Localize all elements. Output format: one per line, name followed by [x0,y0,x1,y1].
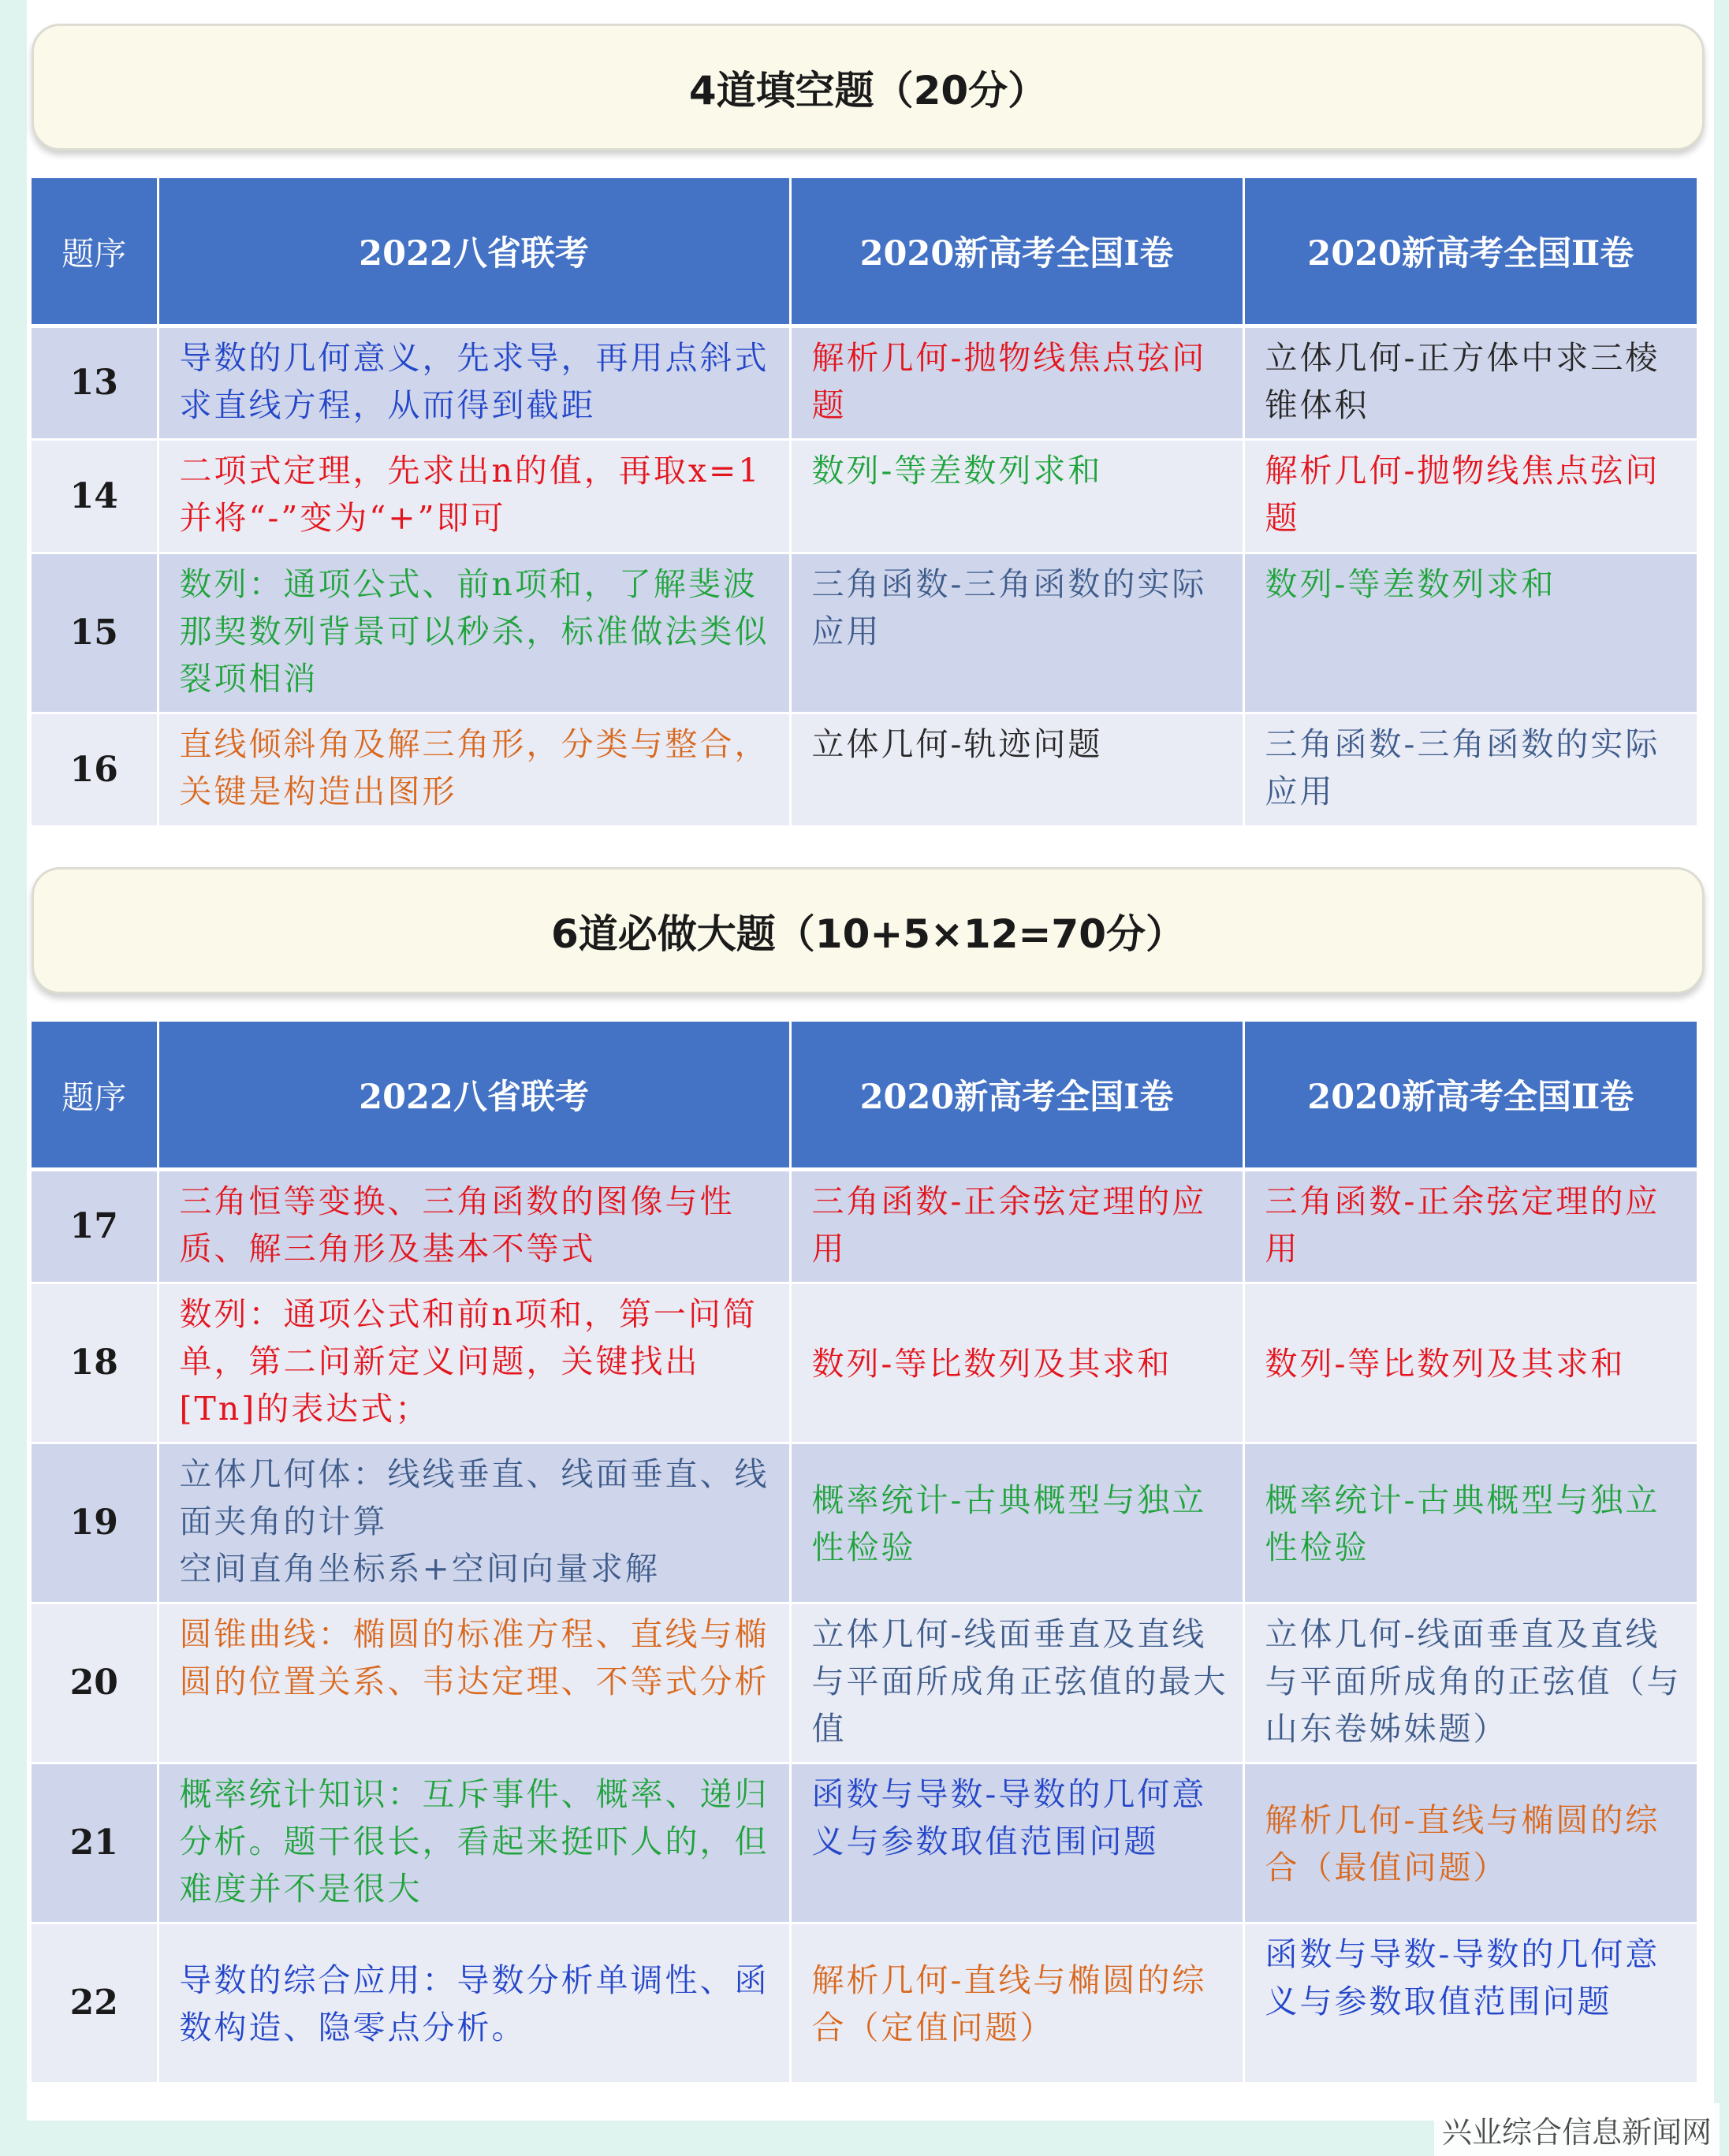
cell-2020-1: 解析几何-直线与椭圆的综合（定值问题） [790,1923,1243,2083]
table-row [32,1923,1697,2083]
header-2020-national-2: 2020新高考全国Ⅱ卷 [1243,1022,1697,1170]
header-2020-national-1: 2020新高考全国Ⅰ卷 [790,1022,1243,1170]
section-title-fill-in: 4道填空题（20分） [32,24,1705,151]
fill-in-table [32,178,1697,828]
cell-2020-2: 数列-等比数列及其求和 [1243,1283,1697,1443]
cell-2020-2: 数列-等差数列求和 [1243,553,1697,713]
header-2022-joint-exam: 2022八省联考 [158,178,790,326]
question-number: 18 [32,1283,158,1443]
cell-2020-1: 立体几何-线面垂直及直线与平面所成角正弦值的最大值 [790,1603,1243,1763]
cell-2020-2: 解析几何-抛物线焦点弦问题 [1243,440,1697,553]
cell-2022: 概率统计知识：互斥事件、概率、递归分析。题干很长，看起来挺吓人的，但难度并不是很大 [158,1763,790,1923]
cell-2020-1: 三角函数-三角函数的实际应用 [790,553,1243,713]
cell-2020-2: 三角函数-三角函数的实际应用 [1243,713,1697,827]
header-2022-joint-exam: 2022八省联考 [158,1022,790,1170]
cell-2020-1: 数列-等差数列求和 [790,440,1243,553]
cell-2020-1: 三角函数-正余弦定理的应用 [790,1170,1243,1283]
question-number: 21 [32,1763,158,1923]
question-number: 13 [32,326,158,440]
cell-2022: 数列：通项公式、前n项和，了解斐波那契数列背景可以秒杀，标准做法类似裂项相消 [158,553,790,713]
cell-2022: 二项式定理，先求出n的值，再取x=1并将“-”变为“+”即可 [158,440,790,553]
cell-2020-2: 三角函数-正余弦定理的应用 [1243,1170,1697,1283]
question-number: 14 [32,440,158,553]
table-row [32,326,1697,440]
cell-2020-1: 概率统计-古典概型与独立性检验 [790,1443,1243,1603]
cell-2022: 数列：通项公式和前n项和，第一问简单，第二问新定义问题，关键找出[Tn]的表达式； [158,1283,790,1443]
header-2020-national-2: 2020新高考全国Ⅱ卷 [1243,178,1697,326]
site-watermark: 兴业综合信息新闻网 [1434,2103,1720,2156]
cell-2020-2: 概率统计-古典概型与独立性检验 [1243,1443,1697,1603]
cell-2022: 导数的几何意义，先求导，再用点斜式求直线方程，从而得到截距 [158,326,790,440]
cell-2022: 圆锥曲线：椭圆的标准方程、直线与椭圆的位置关系、韦达定理、不等式分析 [158,1603,790,1763]
question-number: 15 [32,553,158,713]
table-row [32,1763,1697,1923]
cell-2020-2: 立体几何-正方体中求三棱锥体积 [1243,326,1697,440]
cell-2020-1: 立体几何-轨迹问题 [790,713,1243,827]
section-title-required-problems: 6道必做大题（10+5×12=70分） [32,867,1705,994]
table-row [32,1443,1697,1603]
cell-2022-line-1: 立体几何体：线线垂直、线面垂直、线面夹角的计算 [179,1455,769,1540]
cell-2020-1: 解析几何-抛物线焦点弦问题 [790,326,1243,440]
table-row [32,553,1697,713]
question-number: 19 [32,1443,158,1603]
table-row [32,440,1697,553]
question-number: 20 [32,1603,158,1763]
table-row [32,1170,1697,1283]
cell-2022: 直线倾斜角及解三角形，分类与整合，关键是构造出图形 [158,713,790,827]
header-2020-national-1: 2020新高考全国Ⅰ卷 [790,178,1243,326]
header-question-number: 题序 [32,178,158,326]
question-number: 17 [32,1170,158,1283]
table-row [32,1603,1697,1763]
cell-2020-1: 数列-等比数列及其求和 [790,1283,1243,1443]
cell-2020-2: 函数与导数-导数的几何意义与参数取值范围问题 [1243,1923,1697,2083]
cell-2020-2: 解析几何-直线与椭圆的综合（最值问题） [1243,1763,1697,1923]
cell-2022: 导数的综合应用：导数分析单调性、函数构造、隐零点分析。 [158,1923,790,2083]
header-question-number: 题序 [32,1022,158,1170]
cell-2022 [158,1443,790,1603]
cell-2022-line-2: 空间直角坐标系+空间向量求解 [179,1550,660,1588]
required-problems-table [32,1022,1697,2084]
table-row [32,1283,1697,1443]
cell-2022: 三角恒等变换、三角函数的图像与性质、解三角形及基本不等式 [158,1170,790,1283]
table-row [32,713,1697,827]
table-header-row [32,1022,1697,1170]
cell-2020-1: 函数与导数-导数的几何意义与参数取值范围问题 [790,1763,1243,1923]
question-number: 22 [32,1923,158,2083]
table-header-row [32,178,1697,326]
question-number: 16 [32,713,158,827]
cell-2020-2: 立体几何-线面垂直及直线与平面所成角的正弦值（与山东卷姊妹题） [1243,1603,1697,1763]
